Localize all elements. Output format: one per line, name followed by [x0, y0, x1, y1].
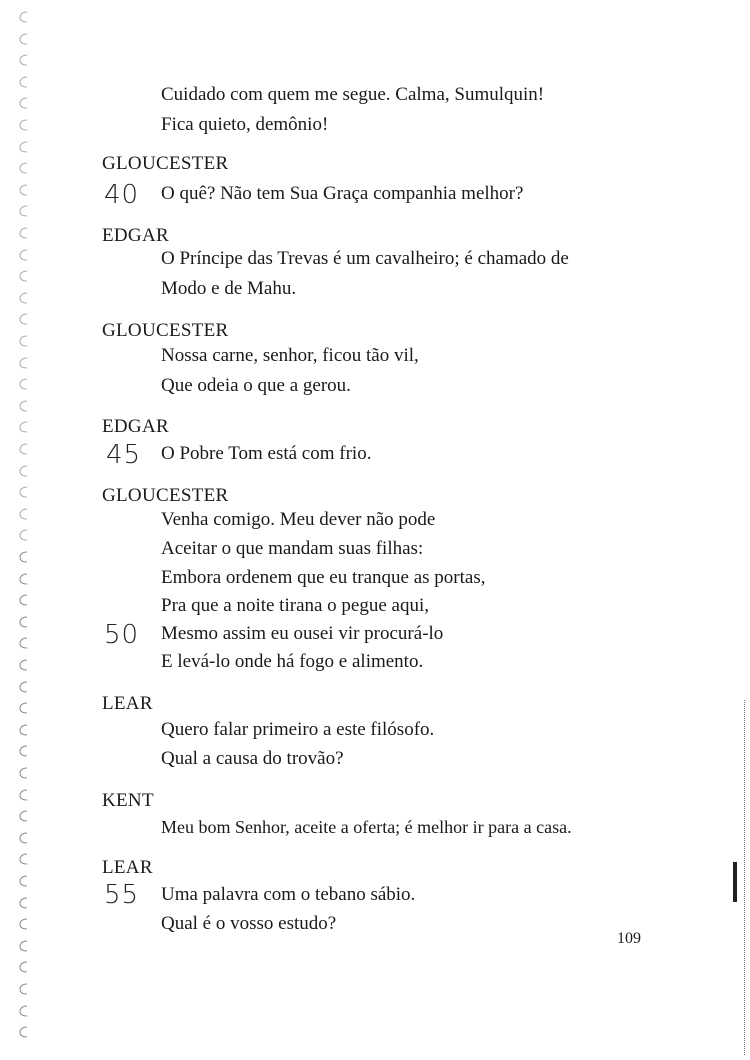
binding-hole-icon	[18, 658, 30, 672]
binding-hole-icon	[18, 528, 30, 542]
binding-hole-icon	[18, 809, 30, 823]
dialogue-line: Qual a causa do trovão?	[161, 748, 344, 769]
binding-hole-icon	[18, 226, 30, 240]
binding-hole-icon	[18, 420, 30, 434]
binding-hole-icon	[18, 1004, 30, 1018]
binding-hole-icon	[18, 939, 30, 953]
binding-hole-icon	[18, 680, 30, 694]
binding-hole-icon	[18, 572, 30, 586]
binding-hole-icon	[18, 917, 30, 931]
binding-hole-icon	[18, 874, 30, 888]
dialogue-line: Pra que a noite tirana o pegue aqui,	[161, 595, 430, 616]
dialogue-line: Nossa carne, senhor, ficou tão vil,	[161, 345, 419, 366]
dialogue-line: O Pobre Tom está com frio.	[161, 443, 372, 464]
handwritten-line-number: 45	[106, 440, 142, 470]
binding-hole-icon	[18, 960, 30, 974]
binding-hole-icon	[18, 140, 30, 154]
binding-hole-icon	[18, 593, 30, 607]
speaker-name: LEAR	[102, 693, 153, 714]
dialogue-line: Venha comigo. Meu dever não pode	[161, 509, 436, 530]
binding-hole-icon	[18, 10, 30, 24]
binding-hole-icon	[18, 32, 30, 46]
speaker-name: LEAR	[102, 857, 153, 878]
binding-hole-icon	[18, 248, 30, 262]
speaker-name: GLOUCESTER	[102, 153, 229, 174]
binding-hole-icon	[18, 399, 30, 413]
speaker-name: GLOUCESTER	[102, 485, 229, 506]
dialogue-line: Cuidado com quem me segue. Calma, Sumulquin!	[161, 84, 545, 105]
binding-hole-icon	[18, 723, 30, 737]
binding-hole-icon	[18, 507, 30, 521]
binding-hole-icon	[18, 442, 30, 456]
speaker-name: EDGAR	[102, 225, 169, 246]
spiral-binding	[12, 10, 38, 1060]
binding-hole-icon	[18, 615, 30, 629]
binding-hole-icon	[18, 896, 30, 910]
binding-hole-icon	[18, 982, 30, 996]
binding-hole-icon	[18, 744, 30, 758]
scan-mark	[733, 862, 737, 902]
binding-hole-icon	[18, 377, 30, 391]
dialogue-line: Embora ordenem que eu tranque as portas,	[161, 567, 486, 588]
binding-hole-icon	[18, 766, 30, 780]
dialogue-line: Meu bom Senhor, aceite a oferta; é melhor ir para a casa.	[161, 817, 572, 837]
speaker-name: KENT	[102, 790, 154, 811]
binding-hole-icon	[18, 96, 30, 110]
handwritten-line-number: 55	[104, 880, 140, 910]
binding-hole-icon	[18, 831, 30, 845]
binding-hole-icon	[18, 356, 30, 370]
binding-hole-icon	[18, 550, 30, 564]
binding-hole-icon	[18, 464, 30, 478]
dialogue-line: Aceitar o que mandam suas filhas:	[161, 538, 424, 559]
binding-hole-icon	[18, 183, 30, 197]
binding-hole-icon	[18, 53, 30, 67]
binding-hole-icon	[18, 204, 30, 218]
dialogue-line: Uma palavra com o tebano sábio.	[161, 884, 416, 905]
binding-hole-icon	[18, 291, 30, 305]
dialogue-line: Mesmo assim eu ousei vir procurá-lo	[161, 623, 444, 644]
binding-hole-icon	[18, 485, 30, 499]
binding-hole-icon	[18, 118, 30, 132]
binding-hole-icon	[18, 269, 30, 283]
dialogue-line: Que odeia o que a gerou.	[161, 375, 351, 396]
binding-hole-icon	[18, 312, 30, 326]
speaker-name: EDGAR	[102, 416, 169, 437]
dialogue-line: Quero falar primeiro a este filósofo.	[161, 719, 435, 740]
handwritten-line-number: 50	[104, 620, 140, 650]
dialogue-line: O Príncipe das Trevas é um cavalheiro; é chamado de	[161, 248, 569, 269]
binding-hole-icon	[18, 75, 30, 89]
dialogue-line: Fica quieto, demônio!	[161, 114, 329, 135]
dialogue-line: E levá-lo onde há fogo e alimento.	[161, 651, 424, 672]
binding-hole-icon	[18, 636, 30, 650]
handwritten-line-number: 40	[104, 180, 140, 210]
binding-hole-icon	[18, 701, 30, 715]
binding-hole-icon	[18, 788, 30, 802]
speaker-name: GLOUCESTER	[102, 320, 229, 341]
dialogue-line: O quê? Não tem Sua Graça companhia melhor?	[161, 183, 524, 204]
binding-hole-icon	[18, 334, 30, 348]
binding-hole-icon	[18, 852, 30, 866]
page-edge	[744, 700, 747, 1055]
page-number: 109	[617, 930, 641, 947]
binding-hole-icon	[18, 1025, 30, 1039]
dialogue-line: Modo e de Mahu.	[161, 278, 297, 299]
dialogue-line: Qual é o vosso estudo?	[161, 913, 337, 934]
binding-hole-icon	[18, 161, 30, 175]
